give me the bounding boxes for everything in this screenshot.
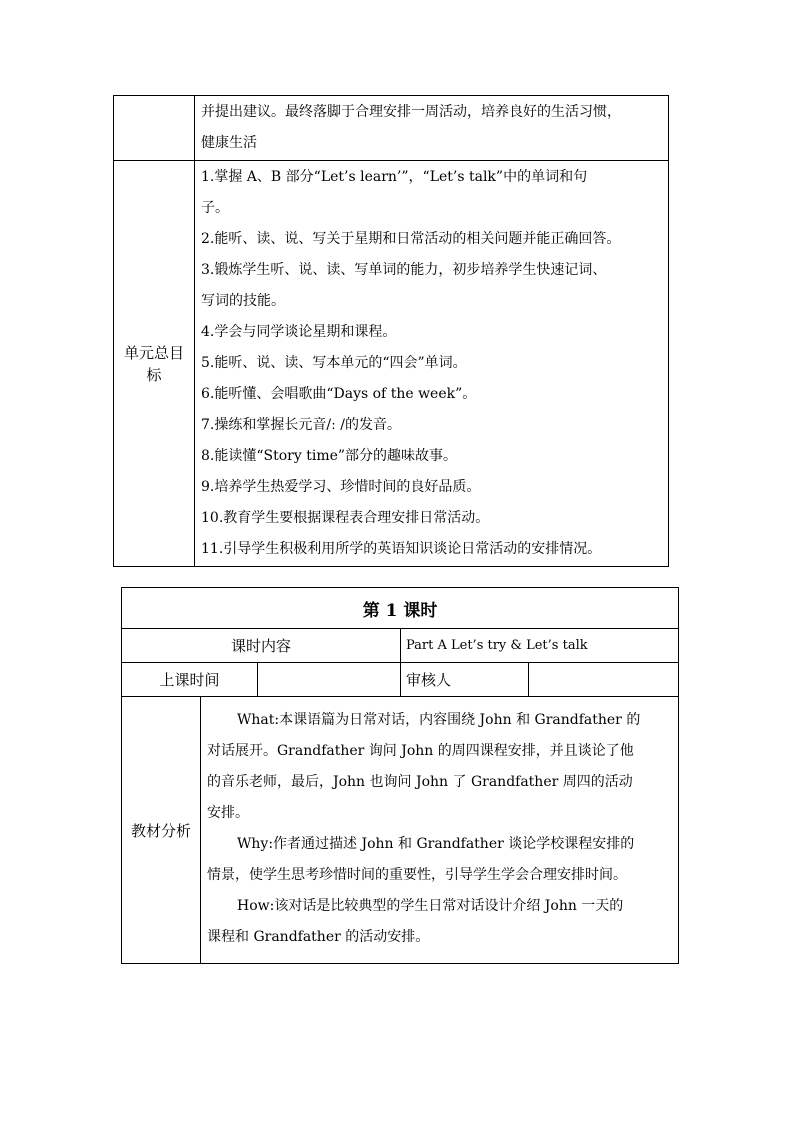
goal-line: 3.锻炼学生听、说、读、写单词的能力，初步培养学生快速记词、	[201, 262, 607, 278]
text-line: 并提出建议。最终落脚于合理安排一周活动，培养良好的生活习惯，	[201, 104, 621, 120]
table-row	[122, 663, 679, 697]
text-line: 健康生活	[201, 135, 257, 151]
table-row	[114, 96, 669, 161]
goal-line: 7.操练和掌握长元音/ː /的发音。	[201, 417, 401, 433]
table-row	[114, 161, 669, 567]
unit-goals-list	[195, 161, 669, 567]
goal-line: 4.学会与同学谈论星期和课程。	[201, 324, 397, 340]
goal-line: 6.能听懂、会唱歌曲“Days of the week”。	[201, 386, 477, 402]
unit-goals-table	[113, 95, 669, 567]
table-row	[122, 588, 679, 629]
unit-goals-label	[114, 161, 195, 567]
table-row	[122, 697, 679, 964]
goal-line: 写词的技能。	[201, 293, 285, 309]
goal-line: 10.教育学生要根据课程表合理安排日常活动。	[201, 510, 490, 526]
class-time-value	[258, 663, 401, 697]
goal-line: 8.能读懂“Story time”部分的趣味故事。	[201, 448, 458, 464]
table-row	[122, 629, 679, 663]
lesson-content-value: Part A Let’s try & Let’s talk	[401, 629, 679, 663]
analysis-line: What:本课语篇为日常对话，内容围绕 John 和 Grandfather 的	[237, 712, 641, 728]
analysis-line: 情景，使学生思考珍惜时间的重要性，引导学生学会合理安排时间。	[207, 867, 627, 883]
goal-line: 子。	[201, 200, 229, 216]
goal-line: 5.能听、说、读、写本单元的“四会”单词。	[201, 355, 467, 371]
unit-goals-label-text: 单元总目标	[123, 343, 184, 384]
lesson-table	[121, 587, 679, 964]
material-analysis-label: 教材分析	[122, 697, 201, 964]
analysis-line: 安排。	[207, 805, 249, 821]
reviewer-label: 审核人	[401, 663, 529, 697]
goal-line: 2.能听、读、说、写关于星期和日常活动的相关问题并能正确回答。	[201, 231, 621, 247]
goal-line: 9.培养学生热爱学习、珍惜时间的良好品质。	[201, 479, 481, 495]
empty-label-cell	[114, 96, 195, 161]
analysis-line: Why:作者通过描述 John 和 Grandfather 谈论学校课程安排的	[237, 836, 635, 852]
lesson-title: 第 1 课时	[122, 588, 679, 629]
analysis-line: 的音乐老师，最后，John 也询问 John 了 Grandfather 周四的活动	[207, 774, 633, 790]
class-time-label: 上课时间	[122, 663, 258, 697]
goal-line: 1.掌握 A、B 部分“Let’s learn’”，“Let’s talk”中的单词和句	[201, 169, 588, 185]
material-analysis-content	[201, 697, 679, 964]
analysis-line: How:该对话是比较典型的学生日常对话设计介绍 John 一天的	[237, 898, 624, 914]
unit-intro-continuation	[195, 96, 669, 161]
analysis-line: 对话展开。Grandfather 询问 John 的周四课程安排，并且谈论了他	[207, 743, 634, 759]
analysis-line: 课程和 Grandfather 的活动安排。	[207, 929, 430, 945]
lesson-content-label: 课时内容	[122, 629, 401, 663]
goal-line: 11.引导学生积极利用所学的英语知识谈论日常活动的安排情况。	[201, 541, 602, 557]
reviewer-value	[529, 663, 679, 697]
